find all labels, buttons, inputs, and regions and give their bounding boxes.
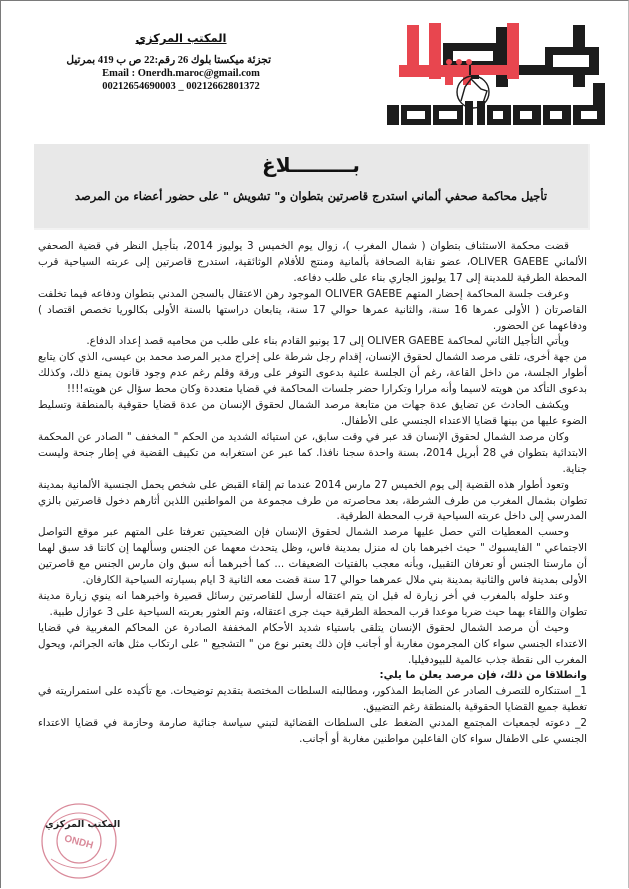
paragraph-7: وتعود أطوار هذه القضية إلى يوم الخميس 27 مارس 2014 عندما تم إلقاء القبض على شخص يحمل الجنسية الألمانية بمدينة تطوان بشمال المغرب من طرف الشرطة، بعد محاصرته من طرف مجموعة من المواطنين اللذين أثارهم دخول قاصرتين بالزي المدرسي إلى داخل عربته السياحية قرب المحطة الطرقية. — [38, 478, 587, 523]
paragraph-4: من جهة أخرى، تلقى مرصد الشمال لحقوق الإنسان، إقدام رجل شرطة على إخراج مدير المرصد محمد بن عيسى، الذي كان يتابع أطوار الجلسة، من داخل القاعة، رغم أن الجلسة علنية بدعوى التوفر على ورقة وقلم رغم عدم وجود قانون يمنع ذلك، وكذلك بدعوى التأكد من هويته لاسيما وأنه مرارا وتكرارا حضر جلسات المحاكمة في قضايا متعددة وكان محط سؤال عن هويته!!!! — [38, 351, 587, 396]
office-address: تجزئة ميكستا بلوك 26 رقم:22 ص ب 419 بمرتيل — [66, 55, 271, 66]
office-stamp-icon — [39, 801, 119, 881]
office-phones: 00212654690003 _ 00212662801372 — [102, 81, 260, 92]
declaration-heading: وانطلاقا من ذلك، فإن مرصد يعلن ما يلي: — [379, 670, 587, 682]
paragraph-5: ويكشف الحادث عن تضايق عدة جهات من متابعة مرصد الشمال لحقوق الإنسان من عدة قضايا حقوقية بالمنطقة وتسليط الضوء عليها من بينها قضايا الاعتداء الجنسي على الأطفال. — [38, 399, 587, 427]
paragraph-2: وعرفت جلسة المحاكمة إحضار المتهم OLIVER GAEBE الموجود رهن الاعتقال بالسجن المدني بتطوان ودفاعه فيما تخلفت القاصرتان ( الأولى عمرها 16 سنة، والثانية عمرها حوالي 17 سنة، يتابعان دراستها بالسنة الأولى بكالوريا تخصص اقتصاد ) ودفاعهما عن الحضور. — [38, 287, 587, 332]
office-email: Email : Onerdh.maroc@gmail.com — [102, 68, 260, 79]
paragraph-1: قضت محكمة الاستئناف بتطوان ( شمال المغرب )، زوال يوم الخميس 3 يوليوز 2014، بتأجيل النظر في قضية الصحفي الألماني OLIVER GAEBE، عضو نقابة الصحافة بألمانية ومنتج للأفلام الوثائقية، استدرج قاصرتين إلى عربته السياحية قرب المحطة الطرقية للمدينة إلى 17 يوليوز الجاري بناء على طلب دفاعه. — [38, 240, 587, 284]
observatory-logo — [383, 13, 618, 128]
stamp-label: المكتب المركزي — [45, 819, 121, 830]
central-office-contact — [66, 27, 271, 93]
svg-text:ONDH: ONDH — [62, 833, 95, 852]
logo-bottom-text — [387, 83, 605, 125]
demand-item-2: 2_ دعوته لجمعيات المجتمع المدني الضغط على السلطات القضائية لتبني سياسة جنائية صارمة وحازمة في قضايا الاعتداء الجنسي على الاطفال سواء كان الفاعلين مواطنين مغاربة أو أجانب. — [38, 717, 587, 746]
office-title: المكتب المركزي — [135, 31, 227, 45]
paragraph-9: وعند حلوله بالمغرب في أخر زيارة له قبل ان يتم اعتقاله أرسل للقاصرتين رسائل قصيرة واخبرهما انه ينوي زيارة مدينة تطوان واللقاء بهما حيث ضربا موعدا قرب المحطة الطرقية حيث جرى اعتقاله، وتم العثور بعربته السياحية على 3 عوازل طبية. — [38, 589, 587, 618]
paragraph-10: وحيث أن مرصد الشمال لحقوق الإنسان يتلقى باستياء شديد الأحكام المخففة الصادرة عن المحاكم المغربية في قضايا الاعتداء الجنسي سواء كان المجرمون مغاربة أو أجانب فإن ذلك يعتبر نوع من " التشجيع " على ارتكاب مثل هاته الجرائم، ويحول المغرب الى نقطة جذب عالمية للبيودفيليا. — [38, 621, 587, 666]
demand-item-1: 1_ استنكاره للتصرف الصادر عن الضابط المذكور، ومطالبته السلطات المختصة بتقديم توضيحات. مع تأكيده على استمراريته في تغطية جميع القضايا الحقوقية بالمنطقة رغم التضييق. — [38, 685, 587, 714]
statement-body — [38, 239, 587, 748]
announcement-banner — [34, 144, 590, 230]
paragraph-6: وكان مرصد الشمال لحقوق الإنسان قد عبر في وقت سابق، عن استيائه الشديد من الحكم " المخفف " الصادر عن المحكمة الابتدائية بتطوان في 28 أبريل 2014، بسنة واحدة سجنا نافذا. كما عبر عن استغرابه من تكييف القضية في إطار جنحة وليست جناية. — [38, 430, 587, 475]
paragraph-8: وحسب المعطيات التي حصل عليها مرصد الشمال لحقوق الإنسان فإن الضحيتين تعرفتا على المتهم عبر موقع التواصل الاجتماعي " الفايسبوك " حيث اخبرهما بان له منزل بمدينة فاس، وظل يتحدث معهما عن الجنس وسألهما إن كانتا قد سبق لهما أن مارستا الجنس أو تعرفان التقبيل، وبأنه معجب بالفتيات الضعيفات ... كما أخبرهما أنه سبق وان مارس الجنس مع قاصرتين الأولى بمدينة فاس والثانية بمدينة بني ملال عمرهما حوالي 17 سنة قضت معه الثانية 3 ايام بسيارته السياحية الكارفان. — [38, 526, 587, 587]
paragraph-3: ويأتي التأجيل الثاني لمحاكمة OLIVER GAEBE إلى 17 يونيو القادم بناء على طلب من محاميه قصد إعداد الدفاع. — [86, 335, 569, 348]
announcement-subtitle: تأجيل محاكمة صحفي ألماني استدرج قاصرتين بتطوان و" تشويش " على حضور أعضاء من المرصد — [74, 189, 548, 203]
announcement-title: بـــــــــلاغ — [262, 153, 360, 177]
